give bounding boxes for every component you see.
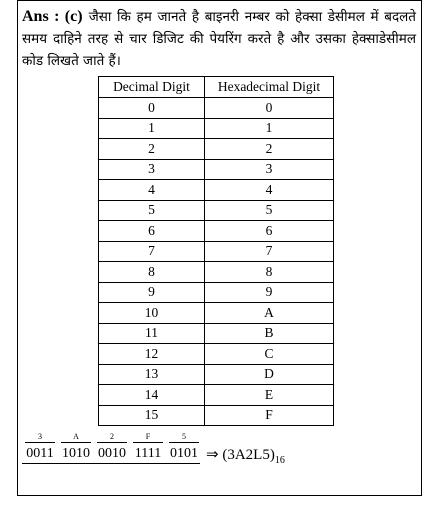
table-row <box>99 303 334 324</box>
decimal-cell: 7 <box>99 241 205 262</box>
hex-cell: E <box>205 385 334 406</box>
table-row <box>99 200 334 221</box>
group-bits: 0010 <box>98 446 126 461</box>
answer-text: जैसा कि हम जानते है बाइनरी नम्बर को हेक्सा डेसीमल में बदलते समय दाहिने तरह से चार डिजिट की पेयरिंग करते है और उसका हेक्साडेसीमल कोड लिखते जाते हैं। <box>22 9 416 69</box>
hex-cell: 0 <box>205 98 334 119</box>
table-row <box>99 364 334 385</box>
decimal-cell: 14 <box>99 385 205 406</box>
decimal-cell: 1 <box>99 118 205 139</box>
decimal-cell: 3 <box>99 159 205 180</box>
table-row <box>99 282 334 303</box>
binary-group <box>22 432 58 463</box>
hex-cell: 4 <box>205 180 334 201</box>
binary-group <box>130 432 166 463</box>
answer-label: Ans : (c) <box>22 8 83 25</box>
decimal-cell: 2 <box>99 139 205 160</box>
conversion-result <box>206 445 285 466</box>
decimal-cell: 15 <box>99 405 205 426</box>
hex-cell: 9 <box>205 282 334 303</box>
group-bits: 1010 <box>62 446 90 461</box>
group-bits: 1111 <box>134 446 162 461</box>
table-row <box>99 221 334 242</box>
hex-result: (3A2L5) <box>222 447 275 463</box>
group-hex-label: A <box>61 432 91 443</box>
hex-base: 16 <box>274 455 285 466</box>
table-row <box>99 180 334 201</box>
hex-cell: D <box>205 364 334 385</box>
group-bits: 0101 <box>170 446 198 461</box>
table-row <box>99 98 334 119</box>
table-row <box>99 139 334 160</box>
hex-cell: 8 <box>205 262 334 283</box>
decimal-cell: 12 <box>99 344 205 365</box>
table-row <box>99 262 334 283</box>
group-hex-label: 3 <box>25 432 55 443</box>
group-hex-label: 2 <box>97 432 127 443</box>
hex-cell: A <box>205 303 334 324</box>
table-row <box>99 385 334 406</box>
binary-group <box>166 432 202 463</box>
decimal-cell: 5 <box>99 200 205 221</box>
hex-cell: 1 <box>205 118 334 139</box>
decimal-cell: 13 <box>99 364 205 385</box>
implies-arrow: ⇒ <box>206 447 219 463</box>
table-row <box>99 405 334 426</box>
decimal-cell: 0 <box>99 98 205 119</box>
decimal-cell: 10 <box>99 303 205 324</box>
decimal-cell: 6 <box>99 221 205 242</box>
binary-group <box>58 432 94 463</box>
binary-group <box>94 432 130 463</box>
decimal-cell: 4 <box>99 180 205 201</box>
hex-cell: F <box>205 405 334 426</box>
decimal-hex-table <box>98 76 334 426</box>
hex-cell: 3 <box>205 159 334 180</box>
hex-cell: 6 <box>205 221 334 242</box>
decimal-cell: 8 <box>99 262 205 283</box>
table-header-row <box>99 77 334 98</box>
column-header-hexadecimal: Hexadecimal Digit <box>205 77 334 98</box>
table-row <box>99 241 334 262</box>
table-body <box>99 98 334 426</box>
hex-cell: 2 <box>205 139 334 160</box>
group-hex-label: F <box>133 432 163 443</box>
hex-cell: B <box>205 323 334 344</box>
table-row <box>99 159 334 180</box>
hex-cell: 5 <box>205 200 334 221</box>
answer-paragraph <box>22 6 416 72</box>
group-hex-label: 5 <box>169 432 199 443</box>
decimal-cell: 9 <box>99 282 205 303</box>
table-row <box>99 118 334 139</box>
binary-underline <box>22 463 200 464</box>
decimal-cell: 11 <box>99 323 205 344</box>
table-row <box>99 323 334 344</box>
table-row <box>99 344 334 365</box>
hex-cell: 7 <box>205 241 334 262</box>
column-header-decimal: Decimal Digit <box>99 77 205 98</box>
hex-cell: C <box>205 344 334 365</box>
group-bits: 0011 <box>26 446 54 461</box>
